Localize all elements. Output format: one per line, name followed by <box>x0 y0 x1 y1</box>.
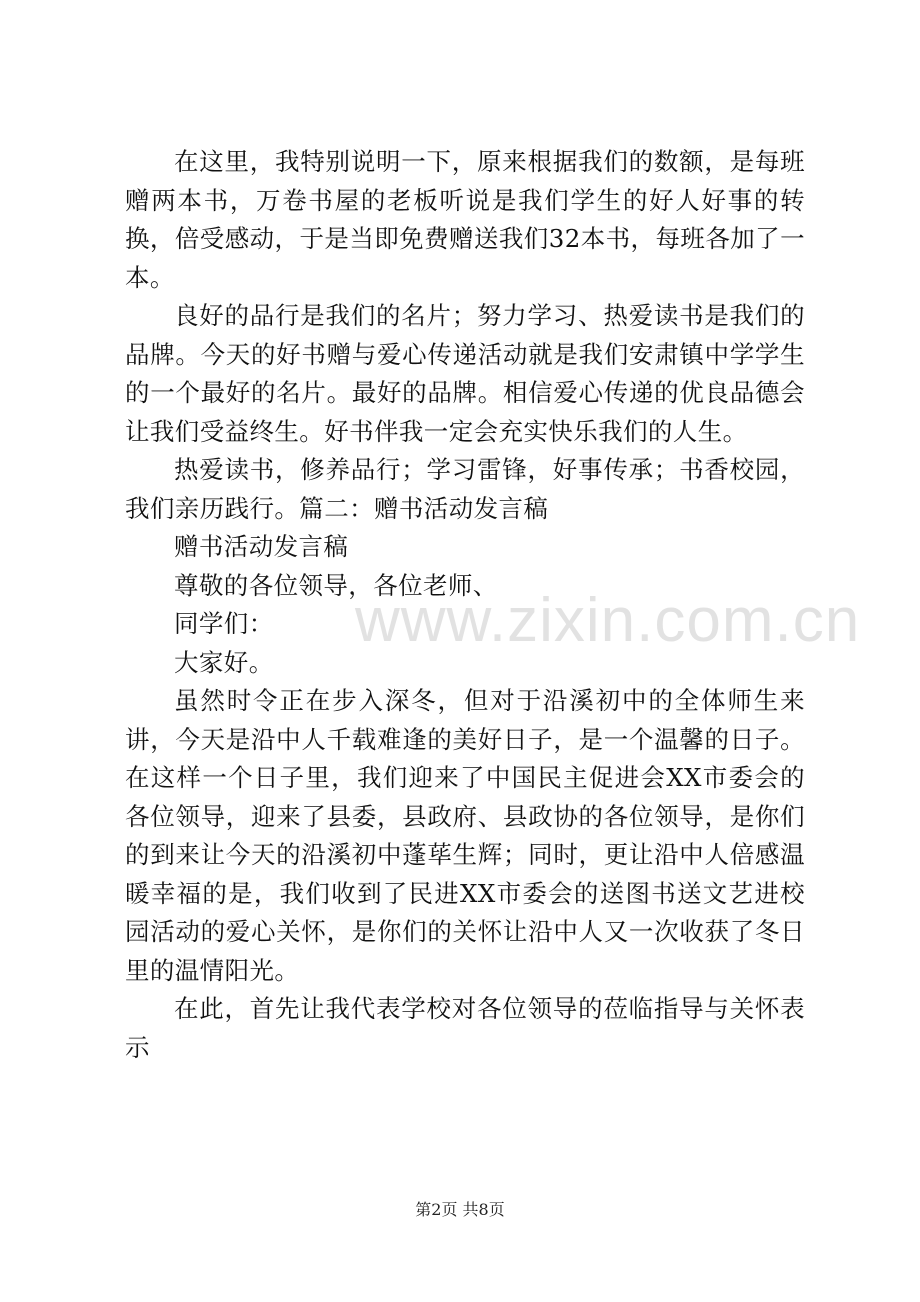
paragraph-closing: 在此，首先让我代表学校对各位领导的莅临指导与关怀表示 <box>125 994 805 1062</box>
speech-title: 赠书活动发言稿 <box>174 532 349 561</box>
salutation-line-2: 同学们： <box>174 609 274 638</box>
document-body <box>125 143 805 1067</box>
paragraph-2: 良好的品行是我们的名片；努力学习、热爱读书是我们的品牌。今天的好书赠与爱心传递活动就是我们安肃镇中学学生的一个最好的名片。最好的品牌。相信爱心传递的优良品德会让我们受益终生。好书伴我一定会充实快乐我们的人生。 <box>125 301 805 446</box>
salutation-line-1: 尊敬的各位领导，各位老师、 <box>174 570 498 600</box>
page-number: 第2页 共8页 <box>415 1200 505 1219</box>
paragraph-3: 热爱读书，修养品行；学习雷锋，好事传承；书香校园，我们亲历践行。篇二：赠书活动发言稿 <box>125 455 805 523</box>
watermark: www.zixin.com.cn <box>355 586 861 655</box>
paragraph-1: 在这里，我特别说明一下，原来根据我们的数额，是每班赠两本书，万卷书屋的老板听说是我们学生的好人好事的转换，倍受感动，于是当即免费赠送我们32本书，每班各加了一本。 <box>125 147 805 292</box>
paragraph-body: 虽然时令正在步入深冬，但对于沿溪初中的全体师生来讲，今天是沿中人千载难逢的美好日子，是一个温馨的日子。在这样一个日子里，我们迎来了中国民主促进会XX市委会的各位领导，迎来了县委，县政府、县政协的各位领导，是你们的到来让今天的沿溪初中蓬荜生辉；同时，更让沿中人倍感温暖幸福的是，我们收到了民进XX市委会的送图书送文艺进校园活动的爱心关怀，是你们的关怀让沿中人又一次收获了冬日里的温情阳光。 <box>125 686 805 985</box>
greeting: 大家好。 <box>174 647 274 677</box>
